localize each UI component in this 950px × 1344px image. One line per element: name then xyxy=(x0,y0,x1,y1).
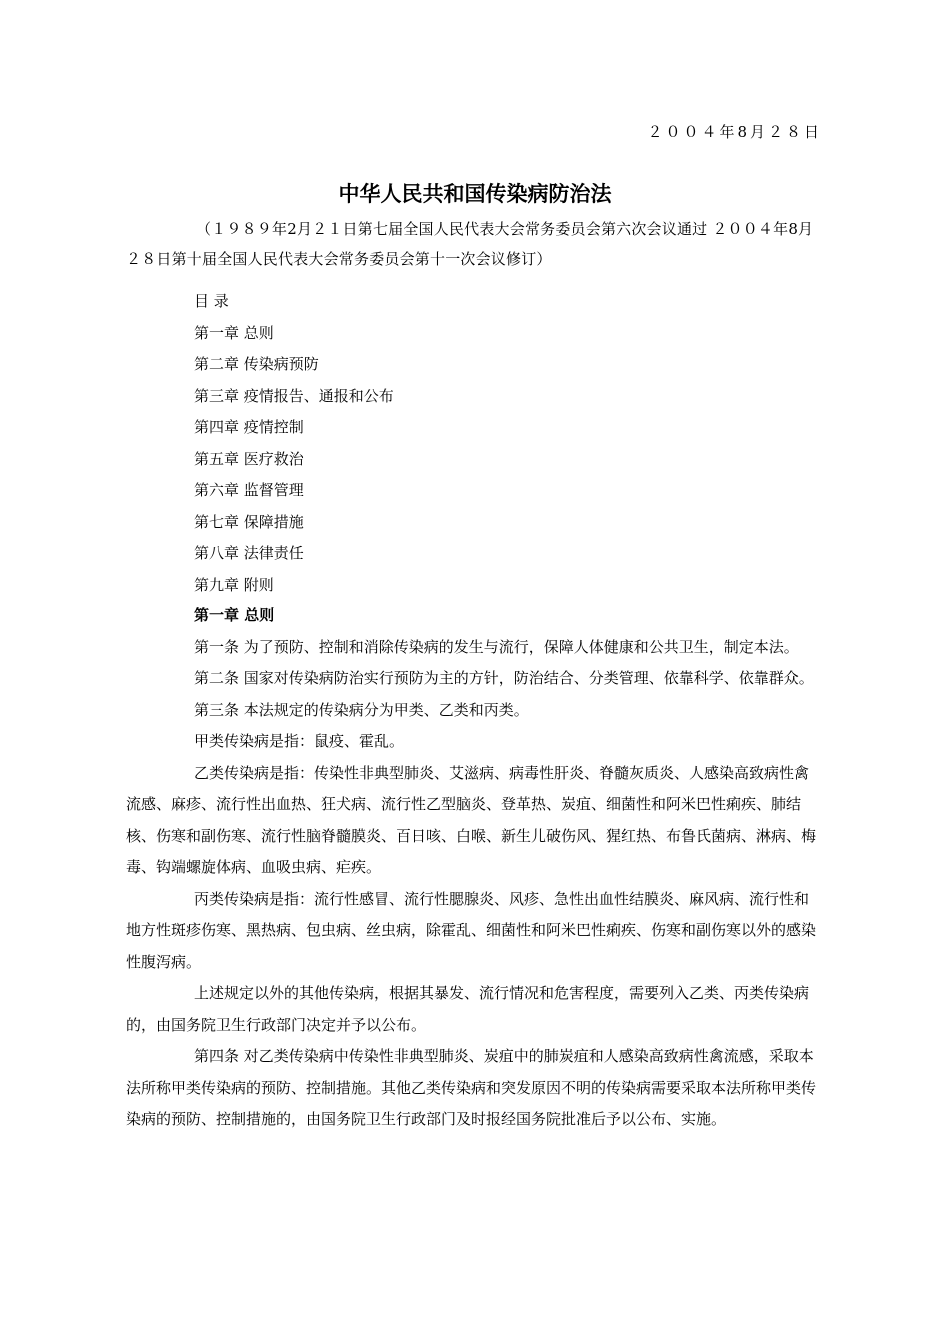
article-1: 第一条 为了预防、控制和消除传染病的发生与流行，保障人体健康和公共卫生，制定本法。 xyxy=(194,637,799,656)
toc-item: 第二章 传染病预防 xyxy=(194,355,319,373)
toc-item: 第四章 疫情控制 xyxy=(194,418,304,436)
article-4: 第四条 对乙类传染病中传染性非典型肺炎、炭疽中的肺炭疽和人感染高致病性禽流感，采取本法所称甲类传染病的预防、控制措施。其他乙类传染病和突发原因不明的传染病需要采取本法所称甲类传染病的预防、控制措施的，由国务院卫生行政部门及时报经国务院批准后予以公布、实施。 xyxy=(126,1047,817,1128)
other-diseases-paragraph: 上述规定以外的其他传染病，根据其暴发、流行情况和危害程度，需要列入乙类、丙类传染病的，由国务院卫生行政部门决定并予以公布。 xyxy=(126,984,810,1034)
toc-item: 第九章 附则 xyxy=(194,575,274,594)
document-date: ２００４年8月２８日 xyxy=(647,123,822,141)
class-a-paragraph: 甲类传染病是指：鼠疫、霍乱。 xyxy=(194,732,405,750)
chapter-heading: 第一章 总则 xyxy=(194,606,275,624)
toc-heading: 目 录 xyxy=(194,292,229,310)
toc-item: 第三章 疫情报告、通报和公布 xyxy=(194,386,394,405)
document-title: 中华人民共和国传染病防治法 xyxy=(338,182,612,206)
document-subtitle: （１９８９年2月２１日第七届全国人民代表大会常务委员会第六次会议通过 ２００４年8月２８日第十届全国人民代表大会常务委员会第十一次会议修订） xyxy=(126,220,814,268)
toc-item: 第一章 总则 xyxy=(194,323,274,342)
class-c-paragraph: 丙类传染病是指：流行性感冒、流行性腮腺炎、风疹、急性出血性结膜炎、麻风病、流行性和地方性斑疹伤寒、黑热病、包虫病、丝虫病，除霍乱、细菌性和阿米巴性痢疾、伤寒和副伤寒以外的感染性腹泻病。 xyxy=(126,889,817,971)
chapter-one xyxy=(126,600,823,1136)
table-of-contents xyxy=(126,286,823,601)
article-3: 第三条 本法规定的传染病分为甲类、乙类和丙类。 xyxy=(194,700,529,719)
class-b-paragraph: 乙类传染病是指：传染性非典型肺炎、艾滋病、病毒性肝炎、脊髓灰质炎、人感染高致病性禽流感、麻疹、流行性出血热、狂犬病、流行性乙型脑炎、登革热、炭疽、细菌性和阿米巴性痢疾、肺结核、伤寒和副伤寒、流行性脑脊髓膜炎、百日咳、白喉、新生儿破伤风、猩红热、布鲁氏菌病、淋病、梅毒、钩端螺旋体病、血吸虫病、疟疾。 xyxy=(126,763,817,876)
toc-item: 第五章 医疗救治 xyxy=(194,449,304,468)
toc-item: 第七章 保障措施 xyxy=(194,512,304,531)
toc-item: 第八章 法律责任 xyxy=(194,544,304,562)
article-2: 第二条 国家对传染病防治实行预防为主的方针，防治结合、分类管理、依靠科学、依靠群众。 xyxy=(194,669,814,687)
toc-item: 第六章 监督管理 xyxy=(194,481,304,499)
